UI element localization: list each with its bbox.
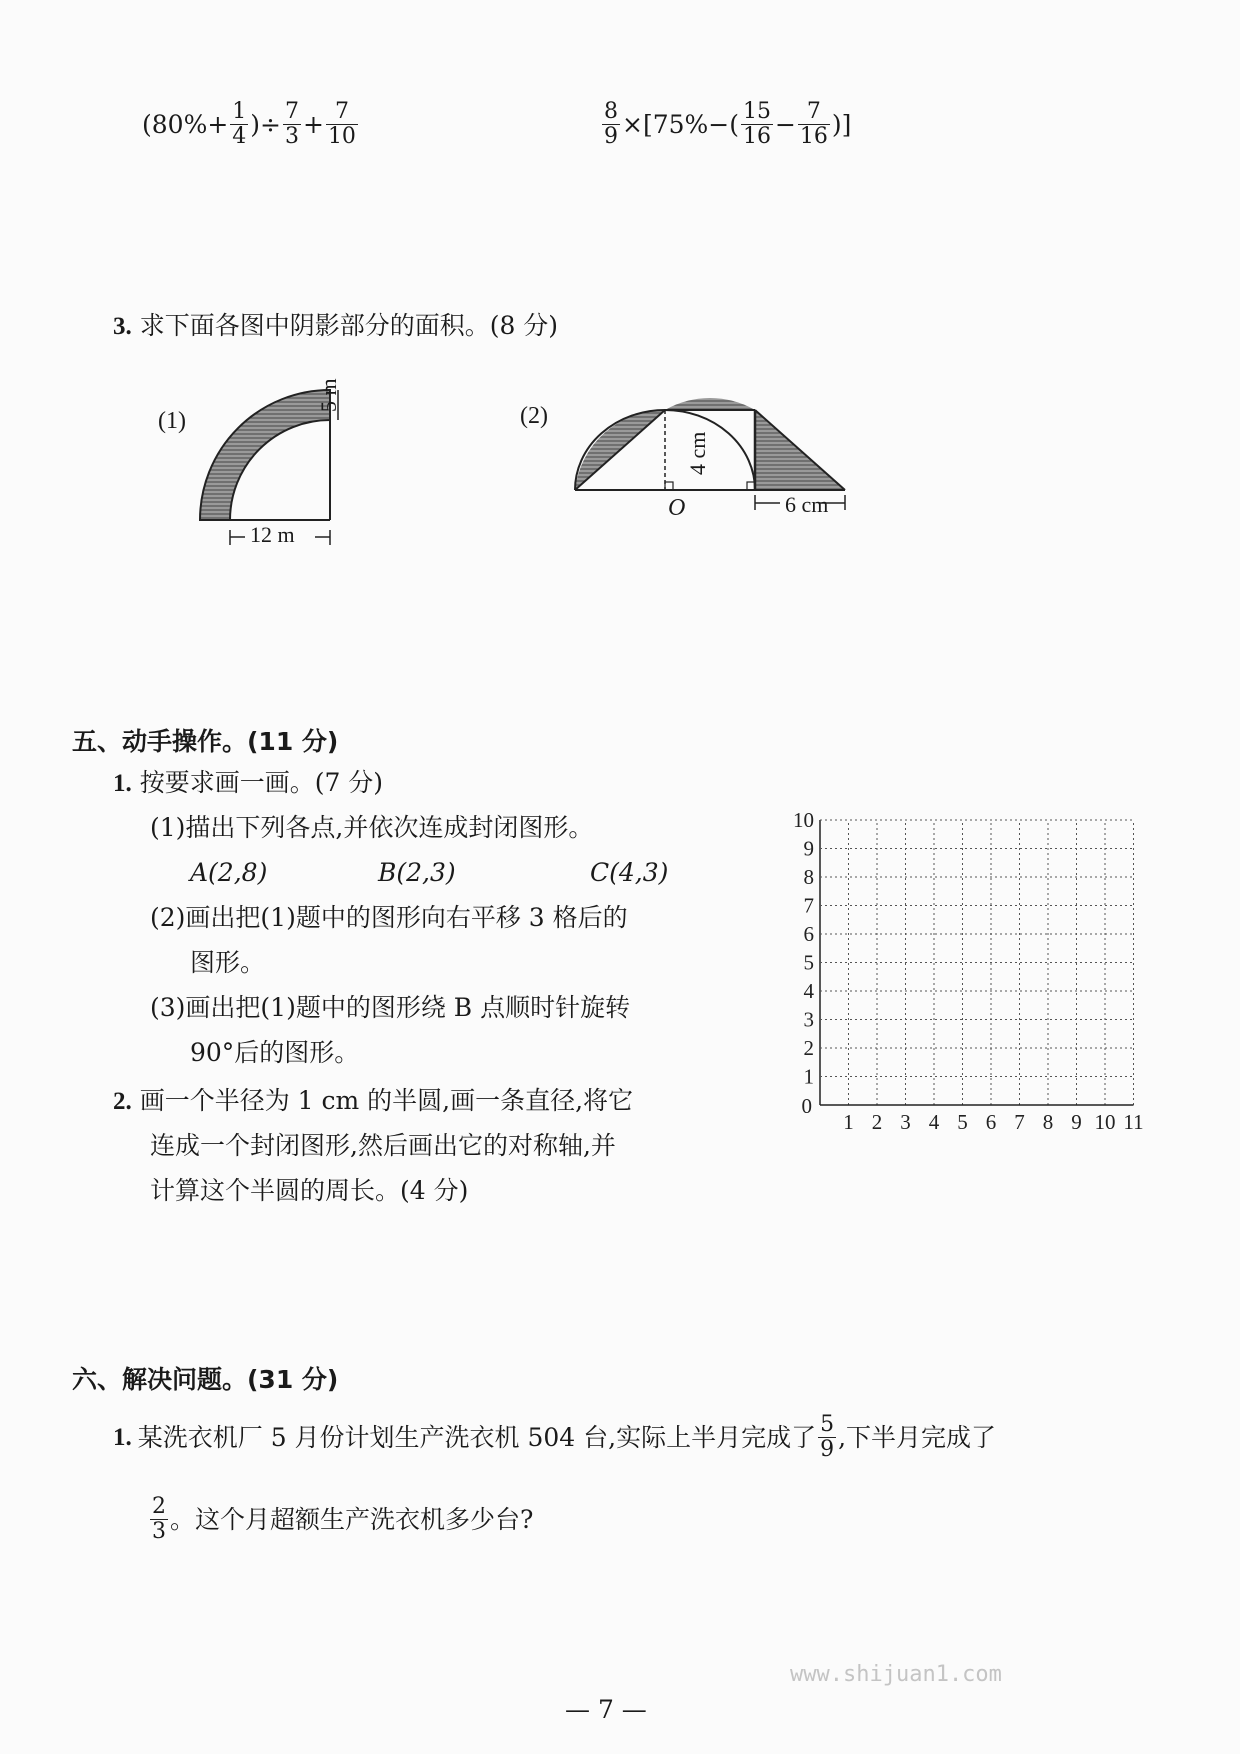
expression-2: [600, 100, 851, 149]
figure-1-label: (1): [158, 408, 186, 434]
x-tick-label: 2: [871, 1110, 883, 1134]
point-a: A(2,8): [190, 858, 268, 887]
y-tick-label: 2: [803, 1036, 814, 1060]
y-tick-label: 8: [803, 865, 814, 889]
denominator: 9: [604, 124, 618, 149]
denominator: 3: [284, 124, 299, 149]
section-6-title: 六、解决问题。(31 分): [72, 1365, 339, 1394]
numerator: 7: [798, 100, 830, 125]
denominator: 4: [232, 124, 247, 149]
fraction: [602, 100, 620, 149]
fraction: [283, 100, 301, 149]
section5-q2-line-3: 计算这个半圆的周长。(4 分): [150, 1176, 469, 1205]
y-tick-label: 10: [793, 808, 814, 832]
denominator: 10: [327, 124, 356, 149]
x-tick-label: 10: [1094, 1110, 1116, 1134]
expr2-part-c: )]: [831, 110, 852, 139]
question-text: 某洗衣机厂 5 月份计划生产洗衣机 504 台,实际上半月完成了: [137, 1422, 817, 1452]
numerator: 7: [326, 100, 358, 125]
x-tick-label: 9: [1071, 1110, 1082, 1134]
x-tick-label: 7: [1014, 1110, 1025, 1134]
numerator: 1: [232, 99, 247, 124]
fraction: [818, 1413, 836, 1462]
dimension-5m: 5 m: [316, 378, 341, 412]
center-point-o: O: [668, 495, 686, 521]
expr2-part-b: −: [774, 110, 796, 139]
question-number: 3.: [113, 313, 132, 340]
x-tick-label: 4: [928, 1110, 940, 1134]
fraction: [150, 1495, 168, 1544]
y-tick-label: 4: [803, 979, 814, 1003]
figure-2-label: (2): [520, 403, 548, 429]
expr1-part-c: +: [302, 110, 324, 139]
dimension-4cm: 4 cm: [685, 431, 710, 475]
point-b: B(2,3): [378, 858, 456, 887]
denominator: 9: [820, 1437, 835, 1462]
section5-q2-line-1: [113, 1083, 633, 1120]
x-tick-label: 1: [843, 1110, 854, 1134]
fraction: [326, 100, 358, 149]
question-text-cont: ,下半月完成了: [838, 1422, 997, 1452]
expression-1: [142, 100, 360, 149]
subquestion-2-line-1: (2)画出把(1)题中的图形向右平移 3 格后的: [150, 903, 628, 932]
x-tick-label: 6: [985, 1110, 997, 1134]
dimension-12m: 12 m: [250, 522, 295, 547]
grid-lines: [820, 820, 1134, 1105]
expr1-part-b: )÷: [250, 110, 281, 139]
subquestion-2-line-2: 图形。: [190, 948, 266, 977]
y-tick-label: 7: [803, 893, 814, 918]
section6-q1-line-1: [113, 1413, 996, 1462]
subquestion-1: (1)描出下列各点,并依次连成封闭图形。: [150, 813, 594, 842]
y-tick-label: 5: [803, 950, 814, 975]
question-number: 2.: [113, 1088, 132, 1115]
question-number: 1.: [113, 1423, 132, 1451]
watermark: www.shijuan1.com: [790, 1662, 1002, 1687]
y-axis-labels: [793, 808, 815, 1118]
fraction: [741, 100, 773, 149]
figure-2-shaded-area: [570, 395, 900, 525]
denominator: 16: [799, 124, 828, 149]
numerator: 7: [284, 99, 299, 124]
section5-q1: [113, 765, 383, 802]
denominator: 3: [152, 1519, 166, 1544]
x-axis-labels: [843, 1110, 1143, 1134]
question-number: 1.: [113, 770, 132, 797]
x-tick-label: 11: [1123, 1110, 1144, 1134]
denominator: 16: [742, 124, 771, 149]
section-5-title: 五、动手操作。(11 分): [72, 727, 339, 756]
y-tick-label: 9: [803, 836, 814, 861]
numerator: 2: [152, 1494, 166, 1519]
y-tick-label: 6: [803, 922, 814, 946]
expr1-part-a: (80%+: [142, 110, 229, 139]
page-number: — 7 —: [565, 1695, 647, 1724]
x-tick-label: 8: [1042, 1110, 1054, 1134]
section5-q2-line-2: 连成一个封闭图形,然后画出它的对称轴,并: [150, 1131, 616, 1160]
question-text: 按要求画一画。(7 分): [139, 768, 384, 797]
origin-label: 0: [801, 1094, 812, 1118]
expr2-part-a: ×[75%−(: [622, 110, 739, 139]
y-tick-label: 1: [803, 1064, 814, 1089]
section6-q1-line-2: [148, 1495, 533, 1544]
fraction: [798, 100, 830, 149]
y-tick-label: 3: [803, 1007, 814, 1032]
coordinate-grid[interactable]: [760, 808, 1144, 1135]
numerator: 5: [820, 1412, 835, 1437]
dimension-6cm: 6 cm: [785, 492, 829, 517]
numerator: 15: [742, 99, 771, 124]
question-3: [113, 308, 558, 345]
subquestion-3-line-1: (3)画出把(1)题中的图形绕 B 点顺时针旋转: [150, 993, 631, 1022]
question-text: 画一个半径为 1 cm 的半圆,画一条直径,将它: [139, 1086, 634, 1115]
question-text: 求下面各图中阴影部分的面积。(8 分): [139, 311, 559, 340]
x-tick-label: 3: [900, 1110, 911, 1134]
fraction: [230, 100, 248, 149]
x-tick-label: 5: [957, 1110, 968, 1134]
subquestion-3-line-2: 90°后的图形。: [190, 1038, 360, 1067]
question-text-end: 。这个月超额生产洗衣机多少台?: [170, 1504, 534, 1534]
point-c: C(4,3): [590, 858, 669, 887]
numerator: 8: [604, 99, 618, 124]
